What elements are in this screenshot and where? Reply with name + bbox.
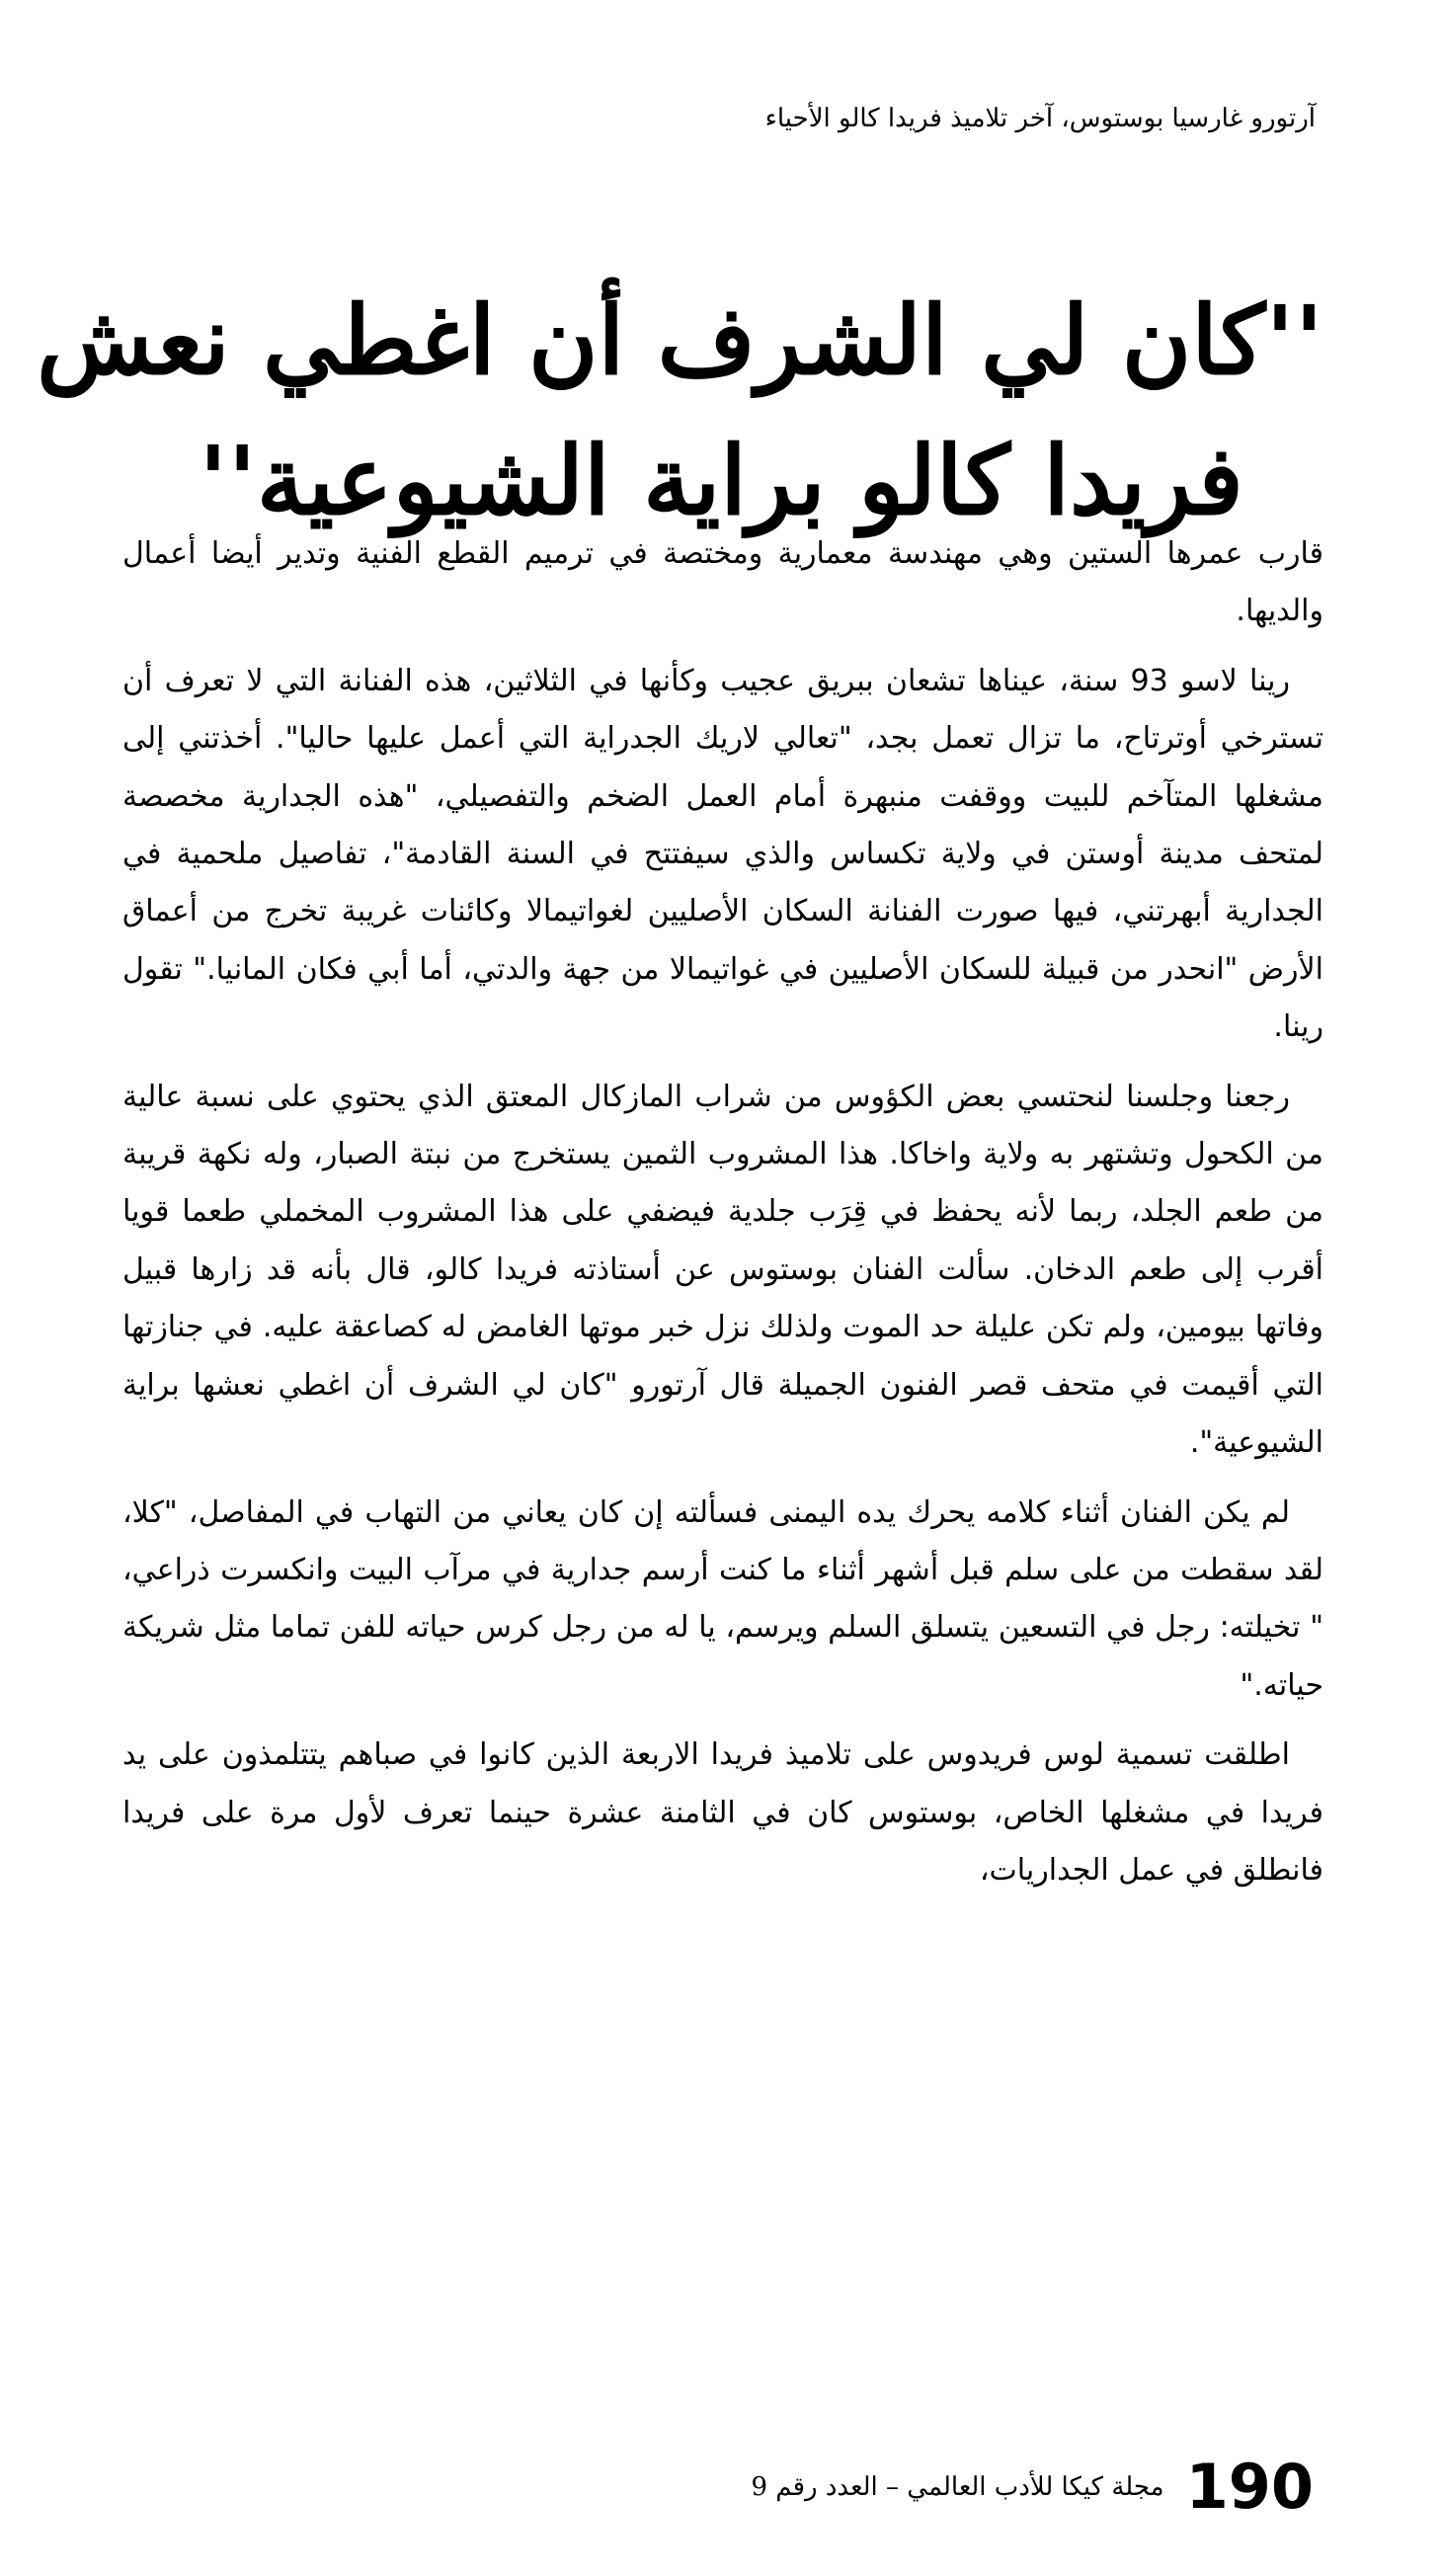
article-body <box>122 525 1323 1911</box>
article-headline <box>37 271 1323 551</box>
page-footer <box>751 2448 1314 2527</box>
headline-line-2: فريدا كالو براية الشيوعية'' <box>199 425 1243 537</box>
page-number: 190 <box>1185 2451 1314 2523</box>
article-paragraph: لم يكن الفنان أثناء كلامه يحرك يده اليمنى فسألته إن كان يعاني من التهاب في المفاصل، "كلا، لقد سقطت من على سلم قبل أشهر أثناء ما كنت أرسم جدارية في مرآب البيت وانكسرت ذراعي، " تخيلته: رجل في التسعين يتسلق السلم ويرسم، يا له من رجل كرس حياته للفن تماما مثل شريكة حياته." <box>122 1494 1323 1703</box>
article-paragraph: اطلقت تسمية لوس فريدوس على تلاميذ فريدا الاربعة الذين كانوا في صباهم يتتلمذون على يد فريدا في مشغلها الخاص، بوستوس كان في الثامنة عشرة حينما تعرف لأول مرة على فريدا فانطلق في عمل الجداريات، <box>122 1737 1323 1888</box>
headline-line-1: ''كان لي الشرف أن اغطي نعش <box>37 284 1323 397</box>
article-kicker: آرتورو غارسيا بوستوس، آخر تلاميذ فريدا كالو الأحياء <box>764 104 1316 133</box>
article-paragraph: رجعنا وجلسنا لنحتسي بعض الكؤوس من شراب المازكال المعتق الذي يحتوي على نسبة عالية من الكحول وتشتهر به ولاية واخاكا. هذا المشروب الثمين يستخرج من نبتة الصبار، وله نكهة قريبة من طعم الجلد، ربما لأنه يحفظ في قِرَب جلدية فيضفي على هذا المشروب المخملي طعما قويا أقرب إلى طعم الدخان. سألت الفنان بوستوس عن أستاذته فريدا كالو، قال بأنه قد زارها قبيل وفاتها بيومين، ولم تكن عليلة حد الموت ولذلك نزل خبر موتها الغامض له كصاعقة عليه. في جنازتها التي أقيمت في متحف قصر الفنون الجميلة قال آرتورو "كان لي الشرف أن اغطي نعشها براية الشيوعية". <box>122 1079 1323 1461</box>
article-paragraph: قارب عمرها الستين وهي مهندسة معمارية ومختصة في ترميم القطع الفنية وتدير أيضا أعمال والديها. <box>122 536 1323 629</box>
article-paragraph: رينا لاسو 93 سنة، عيناها تشعان ببريق عجيب وكأنها في الثلاثين، هذه الفنانة التي لا تعرف أن تسترخي أوترتاح، ما تزال تعمل بجد، "تعالي لاريك الجدراية التي أعمل عليها حاليا". أخذتني إلى مشغلها المتآخم للبيت ووقفت منبهرة أمام العمل الضخم والتفصيلي، "هذه الجدارية مخصصة لمتحف مدينة أوستن في ولاية تكساس والذي سيفتتح في السنة القادمة"، تفاصيل ملحمية في الجدارية أبهرتني، فيها صورت الفنانة السكان الأصليين لغواتيمالا وكائنات غريبة تخرج من أعماق الأرض "انحدر من قبيلة للسكان الأصليين في غواتيمالا من جهة والدتي، أما أبي فكان المانيا." تقول رينا. <box>122 663 1323 1045</box>
magazine-title: مجلة كيكا للأدب العالمي – العدد رقم 9 <box>751 2472 1164 2502</box>
